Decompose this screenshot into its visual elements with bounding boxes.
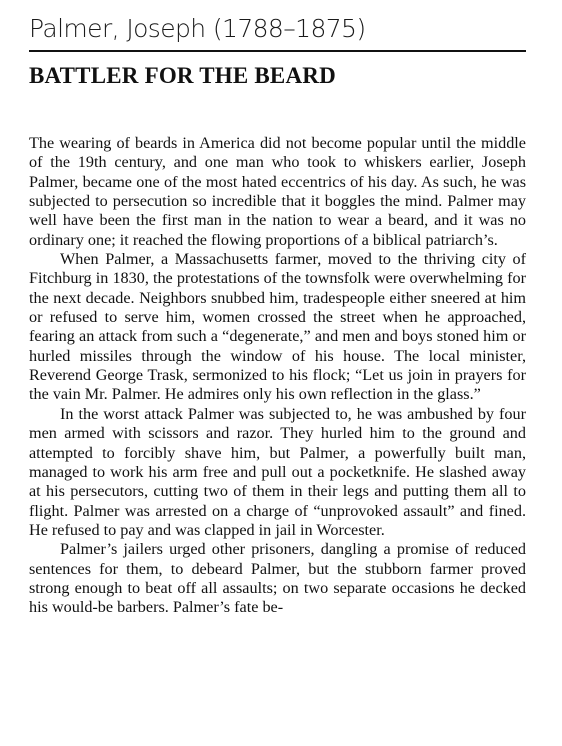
book-page [29, 14, 526, 617]
paragraph: When Palmer, a Massachusetts farmer, moved to the thriving city of Fitchburg in 1830, the protestations of the townsfolk were overwhelming for the next decade. Neighbors snubbed him, tradespeople either sneered at him or refused to serve him, women crossed the street when he approached, fearing an attack from such a “degenerate,” and men and boys stoned him or hurled missiles through the window of his house. The local minister, Reverend George Trask, sermonized to his flock; “Let us join in prayers for the vain Mr. Palmer. He admires only his own reflection in the glass.” [29, 250, 526, 404]
header-rule [29, 50, 526, 52]
paragraph: In the worst attack Palmer was subjected to, he was ambushed by four men armed with scissors and razor. They hurled him to the ground and attempted to forcibly shave him, but Palmer, a powerfully built man, managed to work his arm free and pull out a pocketknife. He slashed away at his persecutors, cutting two of them in their legs and putting them all to flight. Palmer was arrested on a charge of “unprovoked assault” and fined. He refused to pay and was clapped in jail in Worcester. [29, 404, 526, 539]
body-text [29, 134, 526, 618]
paragraph: The wearing of beards in America did not become popular until the middle of the 19th century, and one man who took to whiskers earlier, Joseph Palmer, became one of the most hated eccentrics of his day. As such, he was subjected to persecution so incredible that it boggles the mind. Palmer may well have been the first man in the nation to wear a beard, and it was no ordinary one; it reached the flowing proportions of a biblical patriarch’s. [29, 134, 526, 249]
paragraph: Palmer’s jailers urged other prisoners, dangling a promise of reduced sentences for them, to debeard Palmer, but the stubborn farmer proved strong enough to beat off all assaults; on two separate occasions he decked his would-be barbers. Palmer’s fate be- [29, 540, 526, 617]
running-head: Palmer, Joseph (1788–1875) [29, 14, 366, 43]
chapter-title: BATTLER FOR THE BEARD [29, 63, 336, 88]
